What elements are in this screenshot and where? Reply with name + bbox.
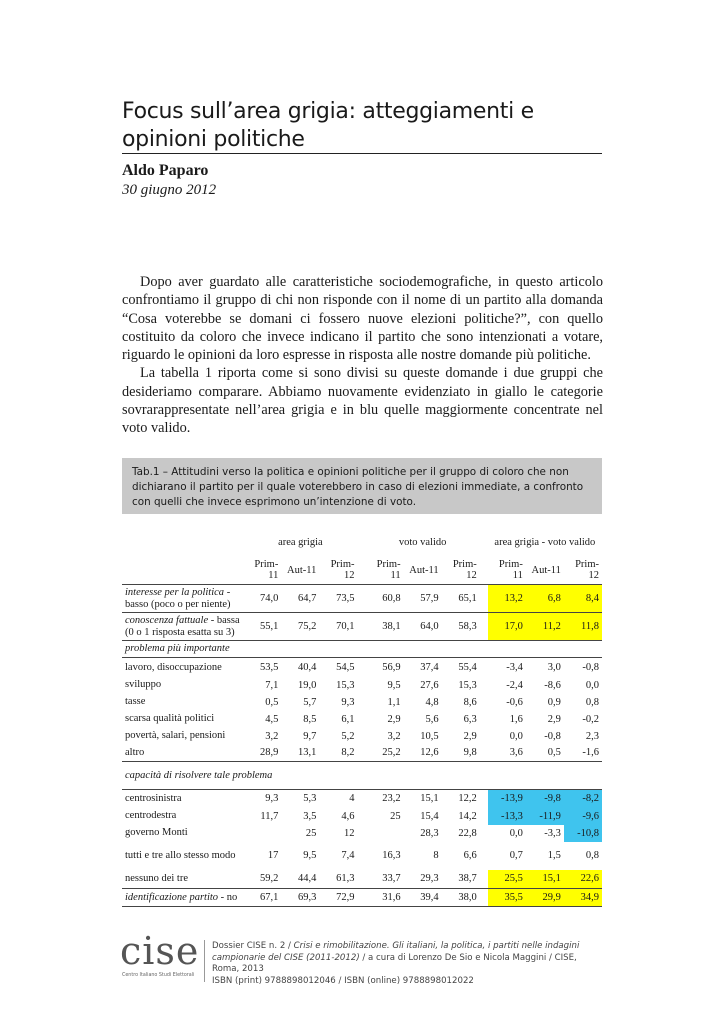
table-cell: 12	[343, 827, 355, 839]
table-cell: 17	[267, 850, 279, 861]
title-divider	[122, 153, 602, 154]
table-cell: 1,6	[509, 713, 523, 725]
table-cell: 4,8	[425, 696, 439, 708]
table-cell: 2,9	[547, 713, 561, 725]
table-cell: 75,2	[281, 613, 319, 641]
table-cell: 55,4	[442, 658, 480, 677]
table-cell	[243, 825, 281, 842]
table-cell: 35,5	[488, 889, 526, 907]
table-cell: -13,9	[488, 790, 526, 808]
paragraph: La tabella 1 riporta come si sono divisi su queste domande i due gruppi che desideriamo comparare. Abbiamo nuovamente evidenziato in giallo le categorie sovrarappresentate nell’area grigia e in blu quelle maggiormente concentrate nel voto valido.	[122, 365, 603, 437]
table-cell: 22,8	[458, 827, 477, 839]
footer-divider	[204, 940, 205, 982]
table-cell: 40,4	[281, 658, 319, 677]
column-header-row	[122, 556, 602, 585]
table-cell: -11,9	[526, 808, 564, 825]
table-cell: 8,5	[303, 713, 317, 725]
cise-logo	[120, 929, 200, 985]
column-header: Prim-12	[575, 559, 599, 581]
table-cell: 1,1	[387, 696, 401, 708]
table-cell: 0,7	[509, 850, 523, 861]
section-label: problema più importante	[122, 641, 602, 658]
table-cell: 38,7	[458, 873, 477, 885]
footer-citation	[212, 941, 602, 987]
author-name: Aldo Paparo	[122, 162, 209, 179]
table-cell: 3,2	[387, 730, 401, 742]
row-label-rest: - bassa (0 o 1 risposta esatta su 3)	[125, 615, 240, 638]
table-cell: 73,5	[319, 585, 357, 613]
table-row	[122, 728, 602, 745]
table-cell: 6,3	[463, 713, 477, 725]
row-label: tutti e tre allo stesso modo	[125, 849, 236, 861]
table-cell: 56,9	[366, 658, 404, 677]
table-cell: 2,9	[387, 713, 401, 725]
table-cell: 60,8	[366, 585, 404, 613]
table-cell: 28,9	[259, 747, 279, 759]
row-label: scarsa qualità politici	[125, 713, 215, 725]
table-cell: 8,6	[463, 696, 477, 708]
table-row	[122, 613, 602, 641]
table-cell: 5,7	[303, 696, 317, 708]
table-row	[122, 677, 602, 694]
table-cell: 15,1	[404, 790, 442, 808]
table-cell: 5,6	[425, 713, 439, 725]
table-cell: 38,0	[442, 889, 480, 907]
table-row	[122, 870, 602, 889]
table-cell: 17,0	[488, 613, 526, 641]
table-cell: -10,8	[564, 825, 602, 842]
table-cell: 3,5	[303, 810, 317, 822]
group-header: area grigia - voto valido	[494, 536, 596, 548]
table-cell: 12,2	[442, 790, 480, 808]
table-cell: 8	[433, 850, 439, 861]
column-header: Aut-11	[287, 564, 317, 576]
table-caption: Tab.1 – Attitudini verso la politica e opinioni politiche per il gruppo di coloro che non dichiarano il partito per il quale voterebbero in caso di elezioni immediate, a confronto con quelli che invece esprimono un’intenzione di voto.	[122, 458, 602, 514]
column-header: Prim-11	[254, 559, 279, 581]
row-label: nessuno dei tre	[125, 873, 188, 884]
table-cell: 10,5	[420, 730, 439, 742]
group-header-row	[122, 528, 602, 556]
table-cell: 14,2	[458, 810, 477, 822]
table-cell: 3,6	[509, 747, 523, 759]
table-cell: 6,6	[463, 850, 477, 861]
row-label-italic: interesse per la politica	[125, 587, 225, 598]
table-cell: -0,8	[564, 658, 602, 677]
table-cell: 13,2	[488, 585, 526, 613]
table-cell: 4,6	[341, 810, 355, 822]
table-cell: 74,0	[243, 585, 281, 613]
footer-book-title: Crisi e rimobilitazione. Gli italiani, la politica, i partiti nelle indagini campionarie del CISE (2011-2012)	[212, 941, 580, 963]
table-cell: 67,1	[243, 889, 281, 907]
column-header: Prim-12	[330, 559, 355, 581]
table-cell: 25,5	[488, 870, 526, 889]
row-label: povertà, salari, pensioni	[125, 730, 226, 742]
table-cell: 61,3	[336, 873, 355, 885]
row-label: lavoro, disoccupazione	[122, 658, 243, 677]
row-label: sviluppo	[125, 679, 162, 691]
column-header: Aut-11	[531, 564, 561, 576]
table-row	[122, 790, 602, 808]
table-cell: 27,6	[420, 679, 439, 691]
row-label-italic: conoscenza fattuale	[125, 615, 209, 626]
table-cell: 33,7	[382, 873, 401, 885]
table-cell: 12,6	[420, 747, 439, 759]
table-cell	[366, 825, 404, 842]
column-header: Aut-11	[409, 564, 439, 576]
table-cell: 9,7	[303, 730, 317, 742]
table-cell: 0,5	[265, 696, 279, 708]
table-cell: 16,3	[382, 850, 401, 861]
table-cell: 59,2	[259, 873, 279, 885]
table-cell: 37,4	[404, 658, 442, 677]
table-cell: 64,0	[404, 613, 442, 641]
table-cell: 44,4	[298, 873, 317, 885]
table-cell: -2,4	[506, 679, 523, 691]
article-date: 30 giugno 2012	[122, 182, 217, 198]
table-cell: -1,6	[582, 747, 599, 759]
table-cell: -3,4	[488, 658, 526, 677]
group-header: voto valido	[398, 536, 447, 548]
table-cell: -9,8	[526, 790, 564, 808]
table-cell: 34,9	[564, 889, 602, 907]
table-cell: 2,3	[585, 730, 599, 742]
table-cell: 15,1	[526, 870, 564, 889]
table-row	[122, 825, 602, 842]
table-cell: 4,5	[265, 713, 279, 725]
table-cell: 28,3	[420, 827, 439, 839]
footer-isbn: ISBN (print) 9788898012046 / ISBN (online) 9788898012022	[212, 975, 474, 986]
section-row	[122, 641, 602, 658]
table-cell: -8,2	[564, 790, 602, 808]
paragraph: Dopo aver guardato alle caratteristiche sociodemografiche, in questo articolo confrontiamo il gruppo di chi non risponde con il nome di un partito alla domanda “Cosa voterebbe se domani ci fossero nuove elezioni politiche?”, con quello costituito da coloro che invece indicano il partito che sono intenzionati a votare, riguardo le opinioni da loro espresse in risposta alle nostre domande più politiche.	[122, 274, 603, 364]
table-cell: 11,7	[260, 810, 279, 822]
table-cell: 29,3	[420, 873, 439, 885]
row-label-rest: - basso (poco o per niente)	[125, 587, 231, 610]
table-cell: 15,3	[458, 679, 477, 691]
table-cell: 0,9	[547, 696, 561, 708]
table-cell: 0,8	[585, 696, 599, 708]
section-row	[122, 762, 602, 790]
table-cell: 0,5	[547, 747, 561, 759]
table-cell: 11,2	[526, 613, 564, 641]
footer-dossier: Dossier CISE n. 2 /	[212, 941, 294, 951]
table-cell: -8,6	[544, 679, 561, 691]
table-cell: 25	[305, 827, 317, 839]
row-label: governo Monti	[125, 827, 188, 839]
table-row	[122, 842, 602, 870]
column-header: Prim-11	[498, 559, 523, 581]
table-cell: 22,6	[564, 870, 602, 889]
table-cell: 3,2	[265, 730, 279, 742]
table-cell: 8,2	[341, 747, 355, 759]
row-label	[122, 889, 243, 907]
table-cell: 9,3	[243, 790, 281, 808]
table-cell: -13,3	[488, 808, 526, 825]
table-cell: 25	[390, 810, 401, 822]
row-label	[122, 585, 243, 613]
table-cell: 19,0	[298, 679, 317, 691]
table-cell: 0,0	[509, 827, 523, 839]
table-cell: 13,1	[298, 747, 317, 759]
table-cell: 9,5	[303, 850, 317, 861]
table-row	[122, 585, 602, 613]
table-cell: 54,5	[319, 658, 357, 677]
table-row	[122, 658, 602, 677]
row-label-rest: - no	[218, 891, 238, 903]
footer-editors: / a cura di Lorenzo De Sio e Nicola Maggini / CISE, Roma, 2013	[212, 952, 577, 974]
table-cell: 9,3	[341, 696, 355, 708]
table-cell: -0,2	[582, 713, 599, 725]
table-cell: 2,9	[463, 730, 477, 742]
table-cell: 15,4	[420, 810, 439, 822]
table-cell: 29,9	[526, 889, 564, 907]
table-cell: -9,6	[564, 808, 602, 825]
table-cell: 4	[319, 790, 357, 808]
table-cell: 38,1	[366, 613, 404, 641]
row-label-italic: identificazione partito	[125, 891, 219, 903]
table-cell: 11,8	[564, 613, 602, 641]
row-label	[122, 613, 243, 641]
table-cell: 72,9	[319, 889, 357, 907]
table-cell: 31,6	[366, 889, 404, 907]
logo-wordmark: cise	[120, 929, 200, 973]
table-cell: 6,8	[526, 585, 564, 613]
table-cell: 7,1	[265, 679, 279, 691]
table-cell: -0,8	[544, 730, 561, 742]
table-cell: 58,3	[442, 613, 480, 641]
table-cell: 25,2	[382, 747, 401, 759]
table-cell: 65,1	[442, 585, 480, 613]
table-cell: 0,0	[585, 679, 599, 691]
table-cell: 8,4	[564, 585, 602, 613]
table-cell: 55,1	[243, 613, 281, 641]
row-label: altro	[125, 747, 145, 758]
table-cell: 39,4	[404, 889, 442, 907]
table-row	[122, 694, 602, 711]
row-label: centrosinistra	[122, 790, 243, 808]
table-cell: 6,1	[341, 713, 355, 725]
group-header: area grigia	[278, 536, 323, 548]
column-header: Prim-11	[376, 559, 401, 581]
table-row	[122, 808, 602, 825]
table-cell: 70,1	[319, 613, 357, 641]
table-cell: 3,0	[526, 658, 564, 677]
table-cell: 57,9	[404, 585, 442, 613]
table-row	[122, 711, 602, 728]
section-label: capacità di risolvere tale problema	[122, 762, 602, 790]
table-cell: -3,3	[544, 827, 561, 839]
table-cell: -0,6	[506, 696, 523, 708]
table-cell: 5,3	[281, 790, 319, 808]
table-cell: 64,7	[281, 585, 319, 613]
table-cell: 53,5	[243, 658, 281, 677]
table-cell: 0,8	[585, 850, 599, 861]
table-cell: 0,0	[509, 730, 523, 742]
table-cell: 69,3	[281, 889, 319, 907]
row-label: centrodestra	[125, 810, 177, 822]
article-title: Focus sull’area grigia: atteggiamenti e opinioni politiche	[122, 99, 534, 152]
table-cell: 15,3	[336, 679, 355, 691]
column-header: Prim-12	[452, 559, 477, 581]
table-row	[122, 889, 602, 907]
table-row	[122, 745, 602, 762]
body-text	[122, 273, 603, 438]
table-cell: 5,2	[341, 730, 355, 742]
row-label: tasse	[125, 696, 146, 708]
table-cell: 9,8	[463, 747, 477, 759]
logo-subtitle: Centro Italiano Studi Elettorali	[122, 973, 195, 978]
table-cell: 23,2	[366, 790, 404, 808]
table-cell: 9,5	[387, 679, 401, 691]
table-cell: 7,4	[341, 850, 355, 861]
table-cell: 1,5	[547, 850, 561, 861]
data-table	[122, 528, 602, 907]
